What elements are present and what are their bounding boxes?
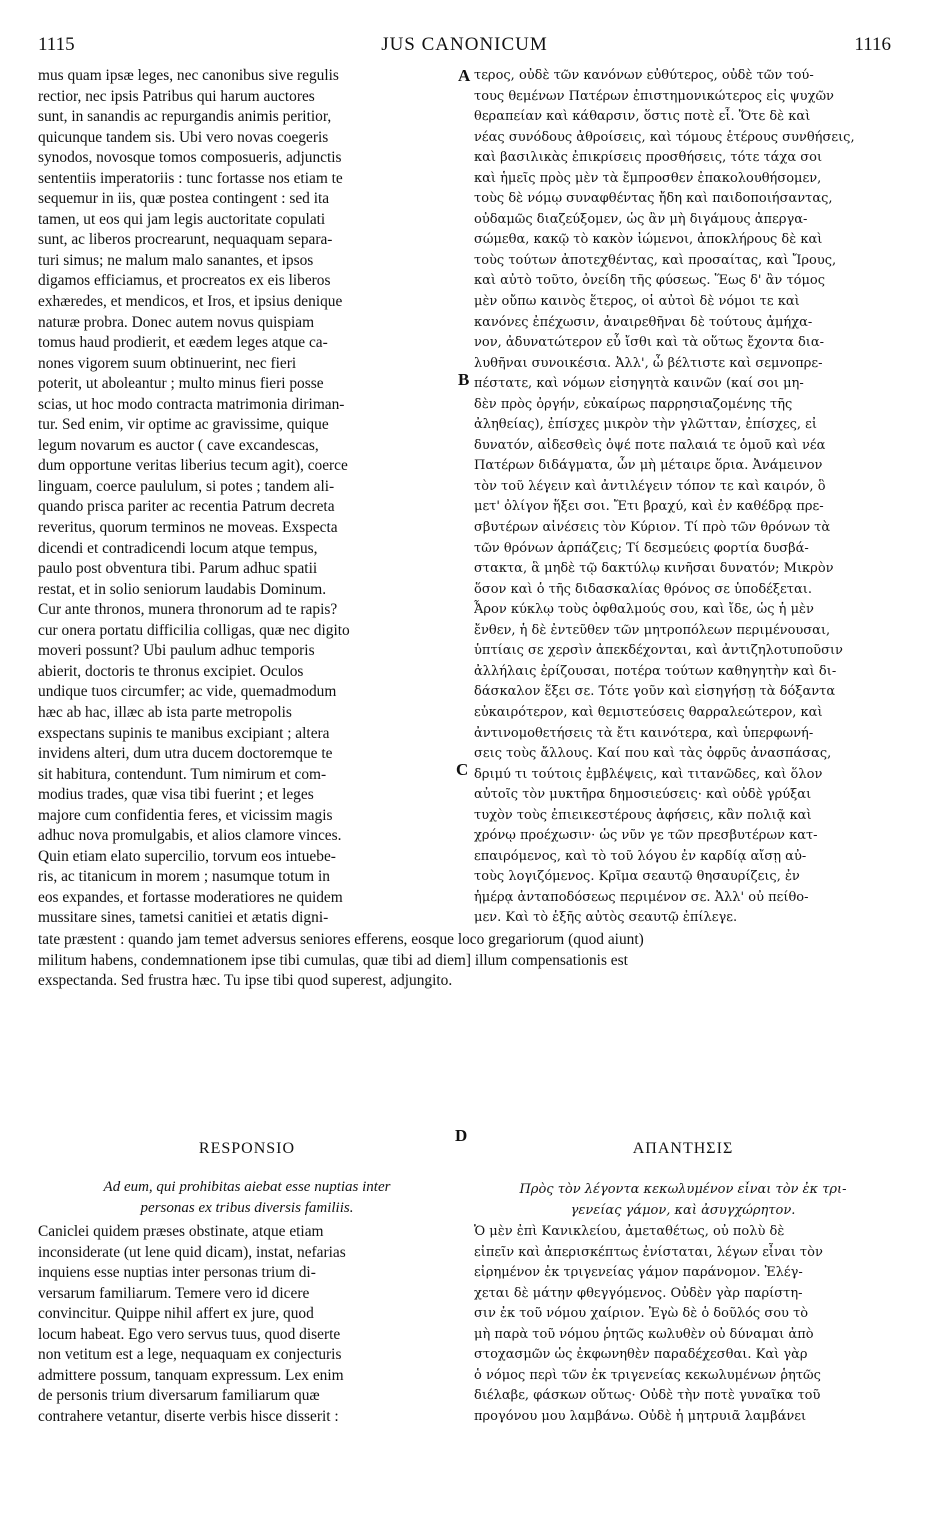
latin-text-line: abierit, doctoris te thronus excipiet. Oculos — [38, 662, 304, 680]
latin-text-line: sit habitura, contendunt. Tum nimirum et com- — [38, 765, 327, 783]
latin-text-line: hæc ab hac, illæc ab ista parte metropolis — [38, 703, 292, 721]
greek-text-line: δυνατόν, αἰδεσθεὶς ὀψέ ποτε παλαιά τε ὁμοῦ καὶ νέα — [474, 437, 826, 453]
greek-text-line: καὶ αὐτὸ τοῦτο, ὀνείδη τῆς φύσεως. Ἕως δ' ἂν τόμος — [474, 273, 826, 289]
greek-text-line: ἡμέρᾳ ἀνταποδόσεως περιμένον σε. Ἀλλ' οὐ πείθο- — [474, 889, 809, 905]
apantesis-subtitle — [474, 1181, 892, 1222]
greek-text-line: τοὺς τούτων ἀποτεχθέντας, καὶ προσαίτας, καὶ Ἴρους, — [474, 252, 837, 268]
greek-text-line: ἔνθεν, ἡ δὲ ἐντεῦθεν τῶν μητροπόλεων περιμένουσαι, — [474, 622, 831, 638]
latin-text-line: exspectans supinis te manibus excipiant ; altera — [38, 724, 330, 742]
latin-text-line: legum novarum es auctor ( cave excandescas, — [38, 436, 319, 454]
greek-text-line: σιν ἐκ τοῦ νόμου χαίριον. Ἐγὼ δὲ ὁ δοῦλός σου τὸ — [474, 1306, 809, 1322]
latin-text-line: tomus haud prodierit, et eædem leges atque ca- — [38, 334, 328, 352]
latin-text-line: Cur ante thronos, munera thronorum ad te rapis? — [38, 601, 338, 619]
greek-text-line: πέστατε, καὶ νόμων εἰσηγητὰ καινῶν (καί σοι μη- — [474, 376, 804, 392]
margin-marker-d: D — [455, 1126, 468, 1145]
greek-text-line: ὅσον καὶ ὁ τῆς διδασκαλίας θρόνος σε ὑποδέξεται. — [474, 581, 812, 597]
greek-text-line: τοὺς λογιζόμενος. Κρῖμα σεαυτῷ θησαυρίζεις, ἐν — [474, 869, 800, 885]
greek-text-line: τὸν τοῦ λέγειν καὶ ἀντιλέγειν τόπον τε καὶ καιρόν, ὃ — [474, 478, 826, 494]
latin-text-line: digamos efficiamus, et procreatos ex eis liberos — [38, 272, 331, 290]
latin-text-line: synodos, novosque tomos composueris, adjunctis — [38, 149, 342, 167]
greek-text-line: σεις τοὺς ἄλλους. Καί που καὶ τὰς ὀφρῦς ἀνασπάσας, — [474, 746, 832, 762]
greek-text-line: τῶν θρόνων ἁρπάζεις; Τί δεσμεύεις φορτία δυσβά- — [474, 540, 809, 556]
greek-text-line: νον, ἀδυνατώτερον εὖ ἴσθι καὶ τὰ οὕτως ἔχοντα δια- — [474, 335, 825, 351]
page-title: JUS CANONICUM — [381, 34, 548, 55]
greek-text-line: εἰρημένον ἐκ τριγενείας γάμον παράνομον. Ἐλέγ- — [474, 1265, 803, 1281]
greek-text-line: λυθῆναι συνοικέσια. Ἀλλ', ὦ βέλτιστε καὶ σεμνοπρε- — [474, 355, 823, 371]
greek-text-line: οὐδαμῶς διαζεύξομεν, ὡς ἂν μὴ διγάμους ἀπεργα- — [474, 211, 808, 227]
latin-text-line: mussitare sines, tametsi canitiei et ætatis digni- — [38, 909, 329, 927]
greek-text-line: δριμύ τι τούτοις ἐμβλέψεις, καὶ τιτανῶδες, καὶ ὅλον — [474, 766, 823, 782]
latin-text-line: restat, et in solio seniorum laudabis Dominum. — [38, 580, 327, 598]
greek-text-line: αὐτοῖς τὸν μυκτῆρα δημοσιεύσεις· καὶ οὐδὲ γρύξαι — [474, 787, 812, 803]
latin-text-line: mus quam ipsæ leges, nec canonibus sive regulis — [38, 67, 339, 84]
latin-text-line: scias, ut hoc modo contracta matrimonia diriman- — [38, 395, 345, 413]
subtitle-line: personas ex tribus diversis familiis. — [140, 1199, 354, 1216]
greek-text-line: θεραπείαν καὶ κάθαρσιν, ὅστις ποτὲ εἶ. Ὅτε δὲ καὶ — [474, 109, 811, 125]
greek-text-line: τοὺς δὲ νόμῳ συναφθέντας ἤδη καὶ παιδοποιήσαντας, — [474, 191, 833, 207]
greek-text-line: εὐκαιρότερον, καὶ θεμιστεύσεις θαρραλεώτερον, καὶ — [474, 704, 823, 720]
latin-text-line: eos expandes, et fortasse moderatiores ne quidem — [38, 888, 343, 906]
subtitle-line: γενείας γάμον, καὶ ἀσυγχώρητον. — [570, 1202, 796, 1218]
apantesis-text — [474, 1222, 892, 1427]
responsio-subtitle — [38, 1178, 456, 1219]
latin-text-line: sunt, in sanandis ac repurgandis animis peritior, — [38, 108, 332, 126]
greek-text-line: δὲν πρὸς ὀργήν, εὐκαίρως παρρησιαζομένης τῆς — [474, 396, 793, 412]
latin-text-line: sunt, ac liberos procrearunt, nequaquam separa- — [38, 231, 333, 249]
greek-text-line: καὶ ἡμεῖς πρὸς μὲν τὰ ἔμπροσθεν ἐπακολουθήσομεν, — [474, 170, 822, 186]
latin-full-width-text — [38, 930, 891, 992]
greek-text-line: τυχὸν τοὺς ἐπιεικεστέρους ἀφήσεις, κἂν πολιᾷ καὶ — [474, 807, 812, 823]
greek-text-line: σβυτέρων αἰνέσεις τὸν Κύριον. Τί πρὸ τῶν θρόνων τὰ — [474, 520, 831, 536]
latin-column-top — [38, 66, 456, 929]
subtitle-line: Ad eum, qui prohibitas aiebat esse nuptias inter — [103, 1179, 391, 1195]
subtitle-line: Πρὸς τὸν λέγοντα κεκωλυμένον εἶναι τὸν ἐκ τρι- — [519, 1182, 847, 1197]
greek-text-line: μεν. Καὶ τὸ ἑξῆς αὐτὸς σεαυτῷ ἐπίλεγε. — [474, 910, 738, 926]
greek-text-line: ὁ νόμος περὶ τῶν ἐκ τριγενείας κεκωλυμένων ῥητῶς — [474, 1367, 821, 1383]
latin-text-line: versarum familiarum. Temere vero id dicere — [38, 1284, 310, 1302]
responsio-text — [38, 1222, 456, 1427]
margin-marker-c: C — [456, 760, 469, 779]
latin-text-line: non vetitum est a lege, nequaquam ex conjecturis — [38, 1346, 342, 1364]
greek-text-line: Ἆρον κύκλῳ τοὺς ὀφθαλμούς σου, καὶ ἴδε, ὡς ἡ μὲν — [474, 602, 814, 618]
latin-text-line: militum habens, condemnationem ipse tibi cumulas, quæ tibi ad diem] illum compensationis est — [38, 951, 628, 969]
latin-text-line: Quin etiam elato supercilio, torvum eos intuebe- — [38, 847, 336, 865]
greek-text-line: ἀντινομοθετήσεις τὰ ἔτι καινότερα, καὶ ὑπερφωνή- — [474, 725, 814, 741]
section-title-responsio: RESPONSIO — [198, 1140, 296, 1157]
greek-text-line: προγόνου μου λαμβάνω. Οὐδὲ ἡ μητρυιᾶ λαμβάνει — [474, 1408, 807, 1424]
latin-text-line: adhuc nova promulgabis, et alios clamore vinces. — [38, 827, 342, 845]
latin-text-line: ris, ac titanicum in morem ; nasumque totum in — [38, 868, 330, 886]
latin-text-line: paulo post obventura tibi. Parum adhuc spatii — [38, 560, 318, 578]
page-number-left: 1115 — [38, 34, 75, 55]
greek-text-line: ἀλλήλαις ἐρίζουσαι, ποτέρα τούτων καθηγητὴν καὶ δι- — [474, 663, 837, 679]
latin-text-line: admittere possum, tanquam expressum. Lex enim — [38, 1366, 344, 1384]
greek-column-top — [474, 66, 892, 929]
greek-text-line: σώμεθα, κακῷ τὸ κακὸν ἰώμενοι, ἀποκλήρους δὲ καὶ — [474, 232, 823, 248]
greek-text-line: δάσκαλον ἕξει σε. Τότε γοῦν καὶ εἰσηγήσῃ τὰ δόξαντα — [474, 684, 836, 700]
latin-text-line: convincitur. Quippe nihil affert ex jure, quod — [38, 1305, 314, 1323]
latin-text-line: undique tuos circumfer; ac vide, quemadmodum — [38, 683, 337, 701]
greek-text-line: ὑπτίαις σε χερσὶν ἀπεκδέχονται, καὶ ἀντιζηλοτυποῦσιν — [474, 643, 843, 659]
greek-text-line: επαιρόμενος, καὶ τὸ τοῦ λόγου ἐν καρδίᾳ αἴσῃ αὐ- — [474, 848, 807, 864]
page-number-right: 1116 — [854, 34, 891, 55]
latin-text-line: quando prisca pariter ac recentia Patrum decreta — [38, 498, 335, 516]
latin-text-line: turi simus; ne malum malo sanantes, et ipsos — [38, 251, 314, 269]
greek-text-line: μὲν οὔπω καινὸς ἕτερος, οἱ αὐτοὶ δὲ νόμοι τε καὶ — [474, 294, 800, 310]
greek-text-line: εἰπεῖν καὶ ἀπερισκέπτως ἐνίσταται, λέγων εἶναι τὸν — [474, 1244, 823, 1260]
latin-text-line: tate præstent : quando jam temet adversus seniores efferens, eosque loco gregariorum (quod aiunt) — [38, 931, 644, 948]
latin-text-line: nones vigorem suum obtinuerint, nec fieri — [38, 354, 297, 372]
greek-text-line: Πατέρων διδάγματα, ὧν μὴ μέταιρε ὅρια. Ἀνάμεινον — [474, 458, 823, 474]
latin-text-line: quicunque tandem sis. Ubi vero novas coegeris — [38, 128, 329, 146]
greek-text-line: διέλαβε, φάσκων οὕτως· Οὐδὲ τὴν ποτὲ γυναῖκα τοῦ — [474, 1388, 821, 1404]
greek-text-line: μὴ παρὰ τοῦ νόμου ῥητῶς κωλυθὲν οὐ δύναμαι ἀπὸ — [474, 1326, 814, 1342]
latin-text-line: moveri possunt? Ubi paulum adhuc temporis — [38, 642, 315, 660]
greek-text-line: χρόνῳ προέχωσιν· ὡς νῦν γε τῶν πρεσβυτέρων κατ- — [474, 828, 818, 844]
latin-text-line: exhæredes, et mendicos, et Iros, et ipsius denique — [38, 293, 343, 311]
latin-text-line: reveritus, quorum terminos ne moveas. Exspecta — [38, 519, 338, 537]
greek-text-line: τερος, οὐδὲ τῶν κανόνων εὐθύτερος, οὐδὲ τῶν τού- — [474, 68, 814, 83]
greek-text-line: καὶ βασιλικὰς ἐπικρίσεις προσθήσεις, τότε τάχα σοι — [474, 150, 823, 166]
latin-text-line: tamen, ut eos qui jam legis auctoritate copulati — [38, 210, 326, 228]
latin-text-line: contrahere vetantur, diserte verbis hisce disserit : — [38, 1407, 339, 1425]
greek-text-line: στακτα, ἃ μηδὲ τῷ δακτύλῳ κινῆσαι δυνατόν; Μικρὸν — [474, 561, 834, 577]
greek-text-line: χεται δὲ μάτην φθεγγόμενος. Οὐδὲν γὰρ παρίστη- — [474, 1285, 803, 1301]
latin-text-line: poterit, ut aboleantur ; multo minus fieri posse — [38, 375, 324, 393]
latin-text-line: inquiens esse nuptias inter personas trium di- — [38, 1264, 316, 1282]
greek-text-line: τους θεμένων Πατέρων ἐπιστημονικώτερος εἰς ψυχῶν — [474, 88, 834, 104]
greek-text-line: ἀληθείας), ἐπίσχες μικρὸν τὴν γλῶτταν, ἐπίσχες, εἰ — [474, 417, 817, 433]
greek-text-line: μετ' ὀλίγον ἥξει σοι. Ἔτι βραχύ, καὶ ἐν καθέδρᾳ πρε- — [474, 499, 824, 515]
greek-text-line: νέας συνόδους ἀθροίσεις, καὶ τόμους ἑτέρους συνθήσεις, — [474, 129, 855, 145]
latin-text-line: de personis trium diversarum familiarum quæ — [38, 1387, 320, 1405]
greek-text-line: κανόνες ἐπέχωσιν, ἀναιρεθῆναι δὲ τούτους ἀμήχα- — [474, 314, 813, 330]
greek-text-line: στοχασμῶν ὡς ἐκφωνηθὲν παραδέχεσθαι. Καὶ γὰρ — [474, 1347, 808, 1363]
latin-text-line: inconsiderate (ut lene quid dicam), instat, nefarias — [38, 1243, 346, 1261]
latin-text-line: dum opportune veritas liberius tecum agit), coerce — [38, 457, 348, 475]
latin-text-line: Caniclei quidem præses obstinate, atque etiam — [38, 1223, 324, 1240]
section-title-apantesis: ΑΠΑΝΤΗΣΙΣ — [632, 1140, 734, 1157]
greek-text-line: Ὁ μὲν ἐπὶ Κανικλείου, ἀμεταθέτως, οὐ πολὺ δὲ — [474, 1224, 785, 1239]
latin-text-line: invidens alteri, dum utra ducem doctoremque te — [38, 745, 333, 763]
latin-text-line: sequemur in iis, quæ postea contingent : sed ita — [38, 190, 330, 208]
latin-text-line: tur. Sed enim, vir optime ac gravissime, quique — [38, 416, 329, 434]
running-header — [38, 34, 891, 60]
margin-marker-a: A — [458, 66, 471, 85]
latin-text-line: sententiis imperatoriis : tunc fortasse nos etiam te — [38, 169, 343, 187]
latin-text-line: locum habeat. Ego vero servus tuus, quod diserte — [38, 1325, 341, 1343]
latin-text-line: cur onera portatu difficilia colligas, quæ nec digito — [38, 621, 350, 639]
latin-text-line: naturæ probra. Donec autem novus quispiam — [38, 313, 315, 331]
latin-text-line: exspectanda. Sed frustra hæc. Tu ipse tibi quod superest, adjungito. — [38, 972, 453, 990]
latin-text-line: majore cum confidentia feres, et vicissim magis — [38, 806, 333, 824]
latin-text-line: linguam, coerce paululum, si potes ; tandem ali- — [38, 477, 335, 495]
latin-text-line: dicendi et contradicendi locum atque tempus, — [38, 539, 318, 557]
latin-text-line: modius trades, quæ visa tibi fuerint ; et leges — [38, 786, 314, 804]
margin-marker-b: B — [458, 370, 470, 389]
latin-text-line: rectior, nec ipsis Patribus qui harum auctores — [38, 87, 315, 105]
